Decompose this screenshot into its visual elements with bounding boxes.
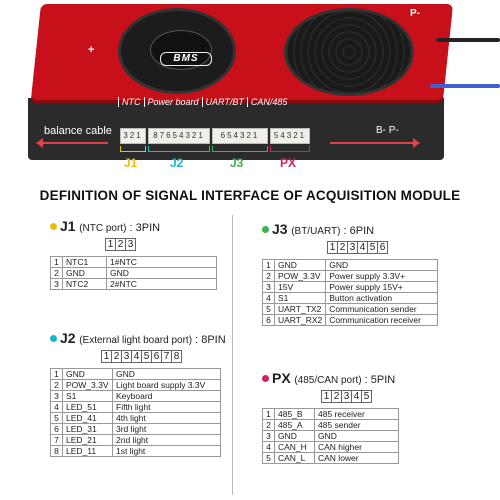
pin-number: 5 [141, 350, 152, 363]
table-cell: Light board supply 3.3V [113, 380, 221, 391]
pin-number: 3 [125, 238, 136, 251]
table-cell: POW_3.3V [63, 380, 113, 391]
table-cell: 1st light [113, 446, 221, 457]
table-cell: LED_11 [63, 446, 113, 457]
table-cell: 485 sender [315, 420, 399, 431]
table-row [51, 402, 221, 413]
table-cell: 7 [51, 435, 63, 446]
strip-label-can-485: CAN/485 [247, 97, 291, 107]
j2-table [50, 368, 221, 457]
pin-number: 2 [337, 241, 348, 254]
px-name: PX [272, 370, 291, 386]
section-px [262, 370, 399, 464]
bracket-j3 [212, 146, 268, 152]
table-cell: LED_31 [63, 424, 113, 435]
j2-pin-numbers [102, 350, 226, 363]
table-cell: S1 [275, 293, 326, 304]
plus-label: + [88, 44, 95, 56]
j3-name: J3 [272, 221, 288, 237]
px-table [262, 408, 399, 464]
connector-name-px: PX [280, 156, 297, 170]
px-pin-numbers [322, 390, 399, 403]
table-cell: CAN_H [275, 442, 315, 453]
table-cell: CAN higher [315, 442, 399, 453]
pin-number: 4 [351, 390, 362, 403]
pin-number: 8 [171, 350, 182, 363]
connector-j3: 654321 [212, 128, 268, 144]
bms-logo: BMS [160, 52, 212, 66]
pin-number: 3 [121, 350, 132, 363]
section-j3-heading: J3 (BT/UART) : 6PIN [262, 221, 438, 237]
strip-label-power-board: Power board [144, 97, 202, 107]
table-cell: POW_3.3V [275, 271, 326, 282]
table-cell: GND [113, 369, 221, 380]
table-cell: 4 [51, 402, 63, 413]
connector-name-j1: J1 [124, 156, 138, 170]
section-j3 [262, 221, 438, 326]
strip-label-uart-bt: UART/BT [202, 97, 247, 107]
table-row [263, 282, 438, 293]
table-cell: 5 [51, 413, 63, 424]
section-px-heading: PX (485/CAN port) : 5PIN [262, 370, 399, 386]
bp-label: B- P- [376, 125, 399, 136]
j1-pin-count: 3PIN [135, 222, 161, 234]
table-row [51, 268, 217, 279]
px-pin-count: 5PIN [370, 374, 396, 386]
pin-number: 2 [115, 238, 126, 251]
table-cell: GND [275, 260, 326, 271]
green-dot-icon [262, 226, 269, 233]
bms-board-illustration [0, 0, 500, 168]
pin-number: 1 [101, 350, 112, 363]
table-cell: NTC1 [63, 257, 107, 268]
table-cell: 1 [51, 257, 63, 268]
table-cell: 4th light [113, 413, 221, 424]
j2-desc: (External light board port) [79, 335, 193, 346]
bracket-j1 [120, 146, 146, 152]
j2-pin-count: 8PIN [201, 334, 226, 346]
j3-pin-count: 6PIN [349, 225, 375, 237]
pin-number: 3 [341, 390, 352, 403]
table-cell: 485_A [275, 420, 315, 431]
table-cell: 485_B [275, 409, 315, 420]
table-cell: 3 [263, 282, 275, 293]
balance-cable-label: balance cable [44, 125, 112, 137]
px-desc: (485/CAN port) [294, 375, 362, 386]
table-row [51, 413, 221, 424]
table-cell: 3rd light [113, 424, 221, 435]
pin-number: 6 [151, 350, 162, 363]
j1-table [50, 256, 217, 290]
j3-table [262, 259, 438, 326]
table-cell: Communication sender [326, 304, 438, 315]
table-cell: 1 [263, 409, 275, 420]
pin-number: 1 [327, 241, 338, 254]
table-cell: 1 [51, 369, 63, 380]
table-cell: UART_RX2 [275, 315, 326, 326]
table-cell: LED_21 [63, 435, 113, 446]
page-title: DEFINITION OF SIGNAL INTERFACE OF ACQUISITION MODULE [39, 188, 461, 203]
table-cell: LED_51 [63, 402, 113, 413]
connector-name-j3: J3 [230, 156, 244, 170]
table-row [263, 293, 438, 304]
j1-pin-numbers [106, 238, 217, 251]
table-row [263, 453, 399, 464]
pin-number: 3 [347, 241, 358, 254]
column-divider [232, 215, 233, 495]
j2-name: J2 [60, 330, 76, 346]
table-cell: 2nd light [113, 435, 221, 446]
table-cell: GND [63, 268, 107, 279]
table-row [51, 279, 217, 290]
bracket-j2 [148, 146, 210, 152]
connector-j1: 321 [120, 128, 146, 144]
table-row [51, 435, 221, 446]
b-minus-label: B- [456, 96, 467, 107]
yellow-dot-icon [50, 223, 57, 230]
table-cell: 485 receiver [315, 409, 399, 420]
table-cell: 6 [51, 424, 63, 435]
p-minus-label: P- [410, 8, 420, 19]
blue-wire [430, 84, 500, 88]
table-cell: GND [63, 369, 113, 380]
connector-name-j2: J2 [170, 156, 184, 170]
table-cell: 1#NTC [107, 257, 217, 268]
pin-number: 1 [105, 238, 116, 251]
arrow-right-icon [330, 142, 418, 144]
pin-number: 2 [111, 350, 122, 363]
table-row [263, 260, 438, 271]
section-j1 [50, 218, 217, 290]
section-j1-heading: J1 (NTC port) : 3PIN [50, 218, 217, 234]
table-cell: 2 [263, 420, 275, 431]
table-cell: 15V [275, 282, 326, 293]
pin-number: 2 [331, 390, 342, 403]
table-cell: 5 [263, 453, 275, 464]
j1-desc: (NTC port) [79, 223, 127, 234]
table-cell: Keyboard [113, 391, 221, 402]
table-cell: GND [107, 268, 217, 279]
table-row [263, 271, 438, 282]
table-cell: 5 [263, 304, 275, 315]
table-cell: 4 [263, 442, 275, 453]
table-cell: Button activation [326, 293, 438, 304]
pin-number: 5 [361, 390, 372, 403]
fan-right-icon [284, 8, 414, 96]
table-cell: 3 [51, 391, 63, 402]
table-cell: 6 [263, 315, 275, 326]
table-cell: 3 [51, 279, 63, 290]
black-wire [436, 38, 500, 42]
table-cell: 2#NTC [107, 279, 217, 290]
table-row [263, 409, 399, 420]
table-row [263, 431, 399, 442]
table-cell: LED_41 [63, 413, 113, 424]
connector-px: 54321 [270, 128, 310, 144]
pin-number: 6 [377, 241, 388, 254]
table-cell: Power supply 3.3V+ [326, 271, 438, 282]
table-cell: 2 [51, 380, 63, 391]
arrow-left-icon [38, 142, 108, 144]
table-row [263, 442, 399, 453]
table-cell: Fifth light [113, 402, 221, 413]
table-cell: 2 [51, 268, 63, 279]
table-cell: 2 [263, 271, 275, 282]
table-cell: Power supply 15V+ [326, 282, 438, 293]
table-cell: 3 [263, 431, 275, 442]
table-cell: CAN lower [315, 453, 399, 464]
table-cell: Communication receiver [326, 315, 438, 326]
table-row [263, 420, 399, 431]
cyan-dot-icon [50, 335, 57, 342]
table-row [263, 315, 438, 326]
table-cell: GND [275, 431, 315, 442]
pin-number: 5 [367, 241, 378, 254]
table-row [51, 380, 221, 391]
pin-number: 1 [321, 390, 332, 403]
section-j2 [50, 330, 226, 457]
table-row [51, 369, 221, 380]
table-cell: 4 [263, 293, 275, 304]
table-cell: GND [315, 431, 399, 442]
bracket-px [270, 146, 310, 152]
pin-number: 4 [131, 350, 142, 363]
red-dot-icon [262, 375, 269, 382]
connector-strip-labels [118, 97, 336, 111]
table-row [51, 446, 221, 457]
table-cell: GND [326, 260, 438, 271]
connector-j2: 87654321 [148, 128, 210, 144]
j3-desc: (BT/UART) [291, 226, 341, 237]
table-cell: 8 [51, 446, 63, 457]
pin-number: 7 [161, 350, 172, 363]
table-cell: 1 [263, 260, 275, 271]
table-cell: CAN_L [275, 453, 315, 464]
j3-pin-numbers [328, 241, 438, 254]
table-row [51, 391, 221, 402]
table-cell: NTC2 [63, 279, 107, 290]
section-j2-heading: J2 (External light board port) : 8PIN [50, 330, 226, 346]
strip-label-ntc: NTC [118, 97, 144, 107]
j1-name: J1 [60, 218, 76, 234]
table-row [51, 257, 217, 268]
table-cell: S1 [63, 391, 113, 402]
table-cell: UART_TX2 [275, 304, 326, 315]
table-row [263, 304, 438, 315]
pin-number: 4 [357, 241, 368, 254]
table-row [51, 424, 221, 435]
